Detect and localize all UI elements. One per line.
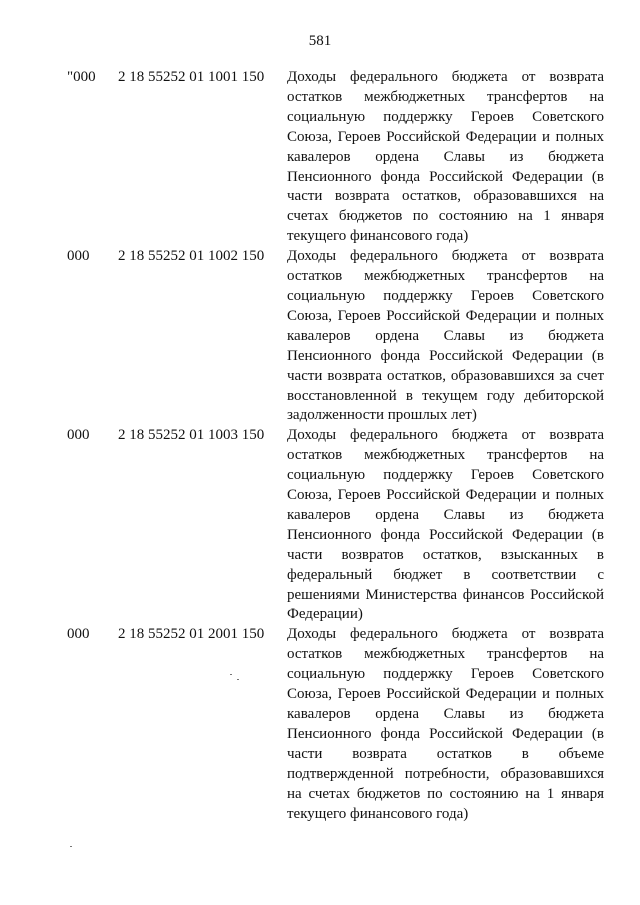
- administrator-code: "000: [67, 69, 96, 85]
- budget-code-list: [0, 68, 640, 824]
- scan-speck: [230, 674, 232, 675]
- income-description: Доходы федерального бюджета от возврата остатков межбюджетных трансфертов на социальную поддержку Героев Советского Союза, Героев Российской Федерации и полных кавалеров ордена Славы из бюджета Пенсионного фонда Российской Федерации (в части возврата остатков, образовавшихся за счет восстановленной в текущем году дебиторской задолженности прошлых лет): [287, 248, 604, 424]
- budget-code-entry: [0, 68, 640, 247]
- administrator-code: 000: [67, 248, 90, 265]
- income-description: Доходы федерального бюджета от возврата остатков межбюджетных трансфертов на социальную поддержку Героев Советского Союза, Героев Российской Федерации и полных кавалеров ордена Славы из бюджета Пенсионного фонда Российской Федерации (в части возврата остатков в объеме подтвержденной потребности, образовавшихся на счетах бюджетов по состоянию на 1 января текущего финансового года): [287, 626, 604, 822]
- income-description: Доходы федерального бюджета от возврата остатков межбюджетных трансфертов на социальную поддержку Героев Советского Союза, Героев Российской Федерации и полных кавалеров ордена Славы из бюджета Пенсионного фонда Российской Федерации (в части возвратов остатков, взысканных в федеральный бюджет в соответствии с решениями Министерства финансов Российской Федерации): [287, 427, 604, 623]
- budget-code-entry: [0, 625, 640, 824]
- administrator-code: 000: [67, 626, 90, 643]
- scan-speck: [237, 679, 239, 680]
- budget-classification-code: 2 18 55252 01 2001 150: [118, 626, 265, 643]
- scan-speck: [70, 846, 72, 847]
- page-number: 581: [308, 33, 332, 49]
- budget-code-entry: [0, 426, 640, 625]
- budget-classification-code: 2 18 55252 01 1001 150: [118, 69, 265, 85]
- income-description: Доходы федерального бюджета от возврата остатков межбюджетных трансфертов на социальную поддержку Героев Советского Союза, Героев Российской Федерации и полных кавалеров ордена Славы из бюджета Пенсионного фонда Российской Федерации (в части возврата остатков, образовавшихся на счетах бюджетов по состоянию на 1 января текущего финансового года): [287, 69, 604, 245]
- budget-code-entry: [0, 247, 640, 426]
- administrator-code: 000: [67, 427, 90, 444]
- budget-classification-code: 2 18 55252 01 1002 150: [118, 248, 265, 265]
- budget-classification-code: 2 18 55252 01 1003 150: [118, 427, 265, 444]
